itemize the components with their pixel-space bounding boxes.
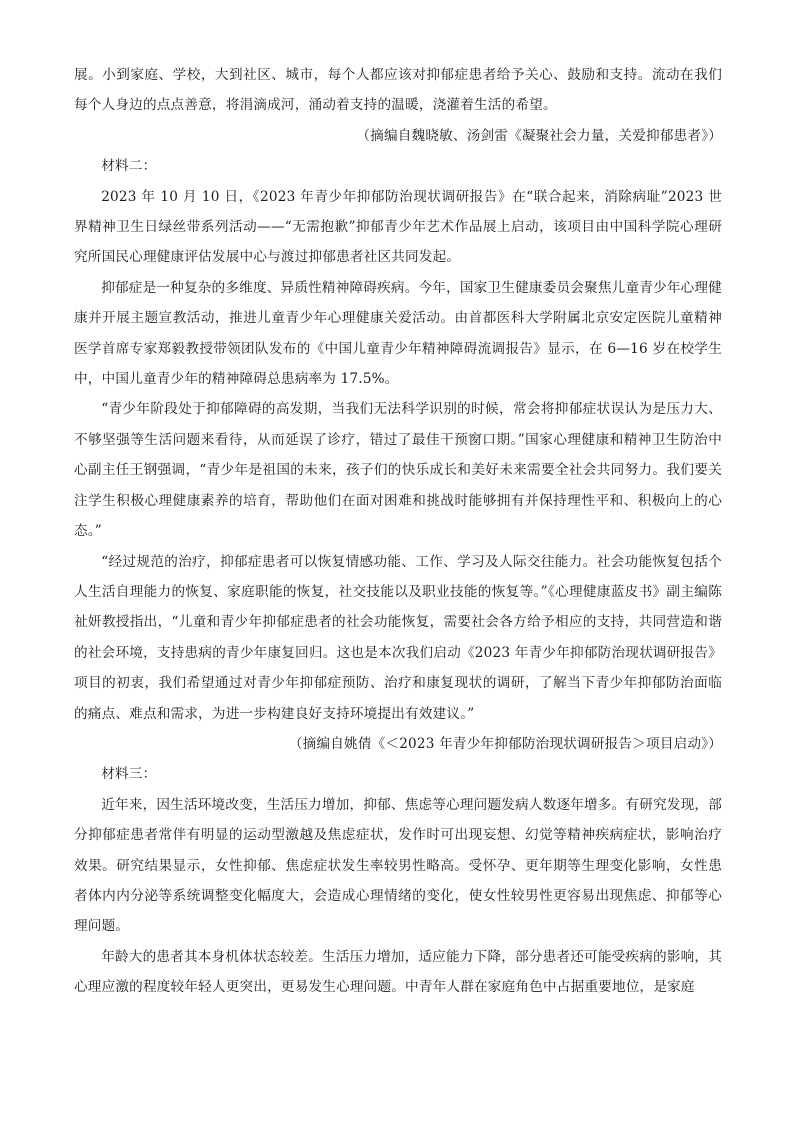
section-label: 材料二： xyxy=(101,158,157,175)
section-label: 材料三： xyxy=(101,766,157,783)
body-paragraph: 展。小到家庭、学校，大到社区、城市，每个人都应该对抑郁症患者给予关心、鼓励和支持。流动在我们每个人身边的点点善意，将涓滴成河，涌动着支持的温暖，浇灌着生活的希望。 xyxy=(74,67,722,114)
source-citation: （摘编自魏晓敏、汤剑雷《凝聚社会力量，关爱抑郁患者》） xyxy=(356,127,722,144)
body-paragraph: 近年来，因生活环境改变，生活压力增加，抑郁、焦虑等心理问题发病人数逐年增多。有研究发现，部分抑郁症患者常伴有明显的运动型激越及焦虑症状，发作时可出现妄想、幻觉等精神疾病症状，影响治疗效果。研究结果显示，女性抑郁、焦虑症状发生率较男性略高。受怀孕、更年期等生理变化影响，女性患者体内内分泌等系统调整变化幅度大，会造成心理情绪的变化，使女性较男性更容易出现焦虑、抑郁等心理问题。 xyxy=(74,796,722,935)
source-citation: （摘编自姚倩《＜2023 年青少年抑郁防治现状调研报告＞项目启动》） xyxy=(288,735,722,752)
body-paragraph: “青少年阶段处于抑郁障碍的高发期，当我们无法科学识别的时候，常会将抑郁症状误认为是压力大、不够坚强等生活问题来看待，从而延误了诊疗，错过了最佳干预窗口期。”国家心理健康和精神卫生防治中心副主任王钢强调，“青少年是祖国的未来，孩子们的快乐成长和美好未来需要全社会共同努力。我们要关注学生积极心理健康素养的培育，帮助他们在面对困难和挑战时能够拥有并保持理性平和、积极向上的心态。” xyxy=(74,401,722,540)
body-paragraph: 2023 年 10 月 10 日，《2023 年青少年抑郁防治现状调研报告》在“联合起来，消除病耻”2023 世界精神卫生日绿丝带系列活动——“无需抱歉”抑郁青少年艺术作品展上启动，该项目由中国科学院心理研究所国民心理健康评估发展中心与渡过抑郁患者社区共同发起。 xyxy=(74,188,722,266)
body-paragraph: “经过规范的治疗，抑郁症患者可以恢复情感功能、工作、学习及人际交往能力。社会功能恢复包括个人生活自理能力的恢复、家庭职能的恢复，社交技能以及职业技能的恢复等。”《心理健康蓝皮书》副主编陈祉妍教授指出，“儿童和青少年抑郁症患者的社会功能恢复，需要社会各方给予相应的支持，共同营造和谐的社会环境，支持患病的青少年康复回归。这也是本次我们启动《2023 年青少年抑郁防治现状调研报告》项目的初衷，我们希望通过对青少年抑郁症预防、治疗和康复现状的调研，了解当下青少年抑郁防治面临的痛点、难点和需求，为进一步构建良好支持环境提出有效建议。” xyxy=(74,553,722,722)
body-paragraph: 抑郁症是一种复杂的多维度、异质性精神障碍疾病。今年，国家卫生健康委员会聚焦儿童青少年心理健康并开展主题宣教活动，推进儿童青少年心理健康关爱活动。由首都医科大学附属北京安定医院儿童精神医学首席专家郑毅教授带领团队发布的《中国儿童青少年精神障碍流调报告》显示，在 6—16 岁在校学生中，中国儿童青少年的精神障碍总患病率为 17.5%。 xyxy=(74,279,722,388)
body-paragraph: 年龄大的患者其本身机体状态较差。生活压力增加，适应能力下降，部分患者还可能受疾病的影响，其心理应激的程度较年轻人更突出，更易发生心理问题。中青年人群在家庭角色中占据重要地位，是家庭 xyxy=(74,948,722,996)
document-page xyxy=(74,60,722,1003)
